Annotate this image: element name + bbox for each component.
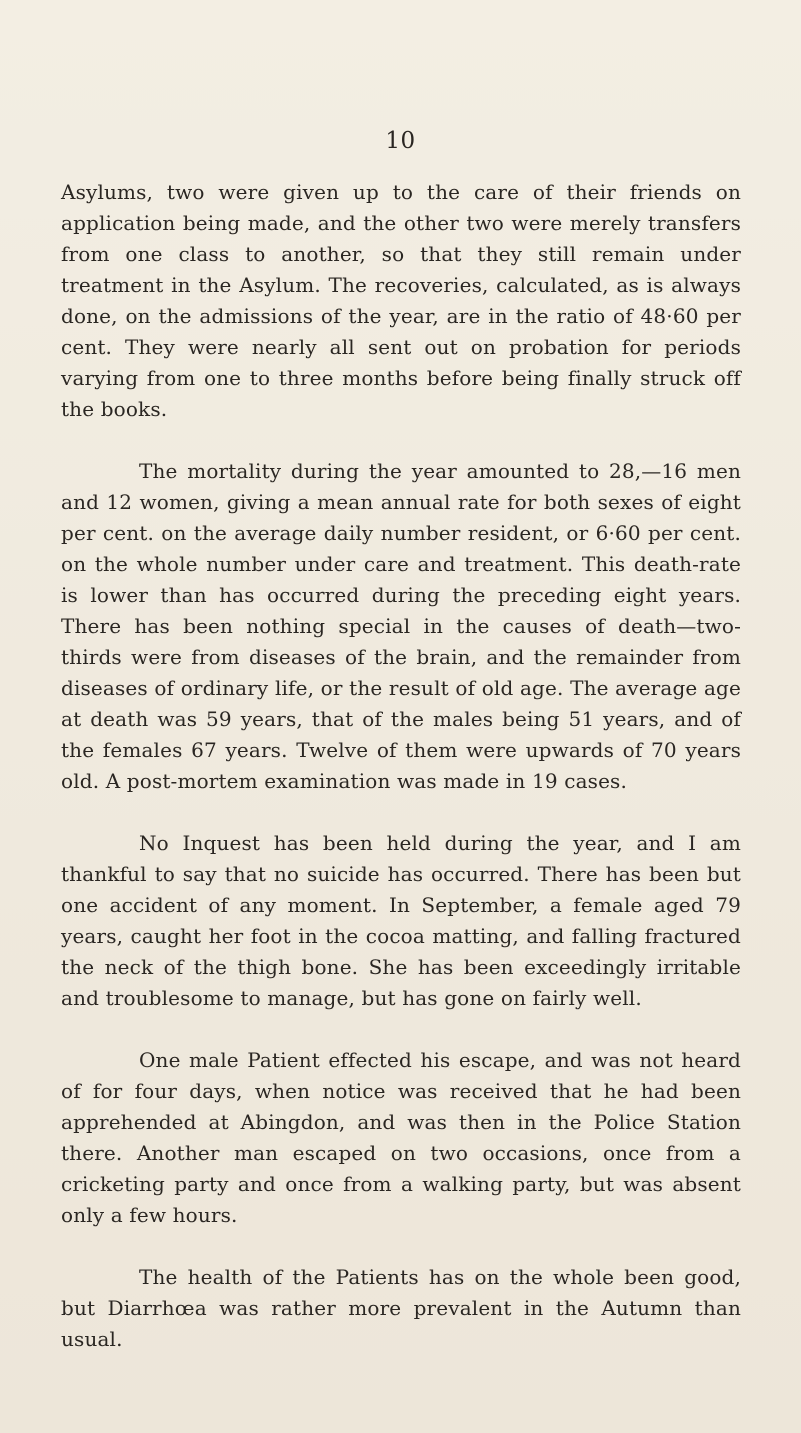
body-text <box>61 177 741 1386</box>
page-number: 10 <box>385 128 416 154</box>
paragraph-asylum-recoveries: Asylums, two were given up to the care of their friends on application being made, and the other two were merely transfers from one class to another, so that they still remain under treatment in the Asylum. The recoveries, calculated, as is always done, on the admissions of the year, are in the ratio of 48·60 per cent. They were nearly all sent out on probation for periods varying from one to three months before being finally struck off the books. <box>61 180 741 421</box>
paragraph-inquest-accident: No Inquest has been held during the year, and I am thankful to say that no suicide has occurred. There has been but one accident of any moment. In September, a female aged 79 years, caught her foot in the cocoa matting, and falling fractured the neck of the thigh bone. She has been exceedingly irritable and troublesome to manage, but has gone on fairly well. <box>61 831 741 1010</box>
paragraph-health: The health of the Patients has on the whole been good, but Diarrhœa was rather more prevalent in the Autumn than usual. <box>61 1265 741 1351</box>
paragraph-mortality: The mortality during the year amounted to 28,—16 men and 12 women, giving a mean annual rate for both sexes of eight per cent. on the average daily number resident, or 6·60 per cent. on the whole number under care and treatment. This death-rate is lower than has occurred during the preceding eight years. There has been nothing special in the causes of death—two-thirds were from diseases of the brain, and the remainder from diseases of ordinary life, or the result of old age. The average age at death was 59 years, that of the males being 51 years, and of the females 67 years. Twelve of them were upwards of 70 years old. A post-mortem examination was made in 19 cases. <box>61 459 741 793</box>
paragraph-escapes: One male Patient effected his escape, and was not heard of for four days, when notice was received that he had been apprehended at Abingdon, and was then in the Police Station there. Another man escaped on two occasions, once from a cricketing party and once from a walking party, but was absent only a few hours. <box>61 1048 741 1227</box>
